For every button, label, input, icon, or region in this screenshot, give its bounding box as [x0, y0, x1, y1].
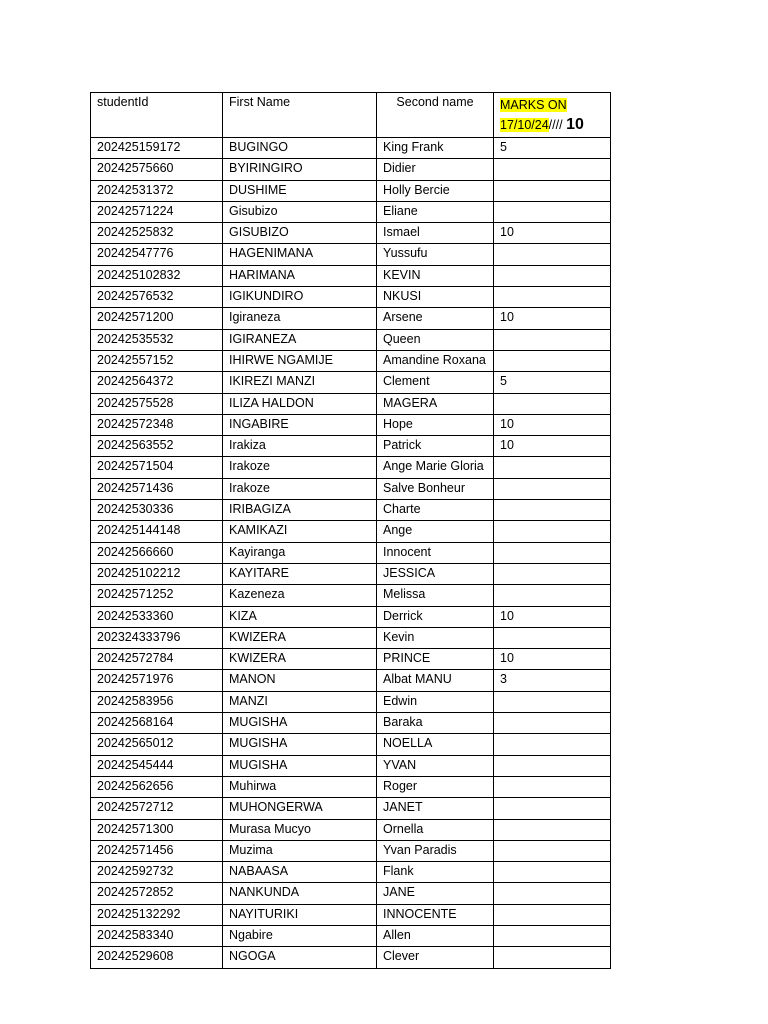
cell-student-id: 20242525832 [91, 223, 223, 244]
cell-student-id: 202425102832 [91, 265, 223, 286]
table-row [91, 755, 611, 776]
cell-first-name: Muzima [223, 840, 377, 861]
table-row [91, 414, 611, 435]
cell-mark [494, 883, 611, 904]
cell-second-name: JANET [377, 798, 494, 819]
student-marks-table [90, 92, 611, 969]
table-row [91, 393, 611, 414]
cell-mark [494, 563, 611, 584]
cell-first-name: IGIKUNDIRO [223, 287, 377, 308]
cell-student-id: 20242575528 [91, 393, 223, 414]
cell-second-name: Hope [377, 414, 494, 435]
table-row [91, 372, 611, 393]
cell-mark [494, 691, 611, 712]
cell-mark [494, 925, 611, 946]
cell-mark [494, 287, 611, 308]
cell-first-name: IHIRWE NGAMIJE [223, 350, 377, 371]
cell-first-name: ILIZA HALDON [223, 393, 377, 414]
cell-first-name: Kazeneza [223, 585, 377, 606]
cell-mark [494, 840, 611, 861]
cell-mark [494, 457, 611, 478]
table-row [91, 776, 611, 797]
cell-mark [494, 265, 611, 286]
table-row [91, 244, 611, 265]
cell-mark [494, 713, 611, 734]
cell-student-id: 20242531372 [91, 180, 223, 201]
cell-first-name: MANON [223, 670, 377, 691]
cell-second-name: Ange Marie Gloria [377, 457, 494, 478]
cell-student-id: 202425144148 [91, 521, 223, 542]
table-row [91, 947, 611, 968]
cell-mark [494, 585, 611, 606]
table-row [91, 862, 611, 883]
cell-second-name: Flank [377, 862, 494, 883]
table-body [91, 138, 611, 969]
cell-first-name: KWIZERA [223, 627, 377, 648]
table-row [91, 606, 611, 627]
cell-mark [494, 627, 611, 648]
table-row [91, 819, 611, 840]
cell-student-id: 20242565012 [91, 734, 223, 755]
cell-first-name: HAGENIMANA [223, 244, 377, 265]
header-student-id: studentId [91, 93, 223, 138]
table-row [91, 925, 611, 946]
table-row [91, 713, 611, 734]
header-second-name: Second name [377, 93, 494, 138]
cell-second-name: Eliane [377, 201, 494, 222]
table-row [91, 329, 611, 350]
cell-first-name: MUGISHA [223, 734, 377, 755]
cell-first-name: HARIMANA [223, 265, 377, 286]
cell-mark [494, 393, 611, 414]
cell-second-name: MAGERA [377, 393, 494, 414]
cell-mark [494, 521, 611, 542]
cell-first-name: IKIREZI MANZI [223, 372, 377, 393]
cell-mark [494, 734, 611, 755]
table-row [91, 563, 611, 584]
cell-mark: 3 [494, 670, 611, 691]
cell-first-name: BUGINGO [223, 138, 377, 159]
cell-mark [494, 776, 611, 797]
cell-mark [494, 819, 611, 840]
cell-student-id: 20242563552 [91, 436, 223, 457]
cell-second-name: Holly Bercie [377, 180, 494, 201]
header-row [91, 93, 611, 138]
table-row [91, 265, 611, 286]
cell-mark [494, 500, 611, 521]
cell-mark: 10 [494, 606, 611, 627]
cell-second-name: Patrick [377, 436, 494, 457]
cell-second-name: Salve Bonheur [377, 478, 494, 499]
cell-mark [494, 180, 611, 201]
cell-student-id: 20242572784 [91, 649, 223, 670]
cell-student-id: 20242583340 [91, 925, 223, 946]
cell-second-name: Baraka [377, 713, 494, 734]
cell-first-name: Kayiranga [223, 542, 377, 563]
cell-second-name: Charte [377, 500, 494, 521]
cell-first-name: KAMIKAZI [223, 521, 377, 542]
table-row [91, 798, 611, 819]
cell-student-id: 20242572852 [91, 883, 223, 904]
cell-first-name: DUSHIME [223, 180, 377, 201]
cell-second-name: PRINCE [377, 649, 494, 670]
cell-second-name: Derrick [377, 606, 494, 627]
cell-mark: 10 [494, 223, 611, 244]
table-row [91, 840, 611, 861]
cell-mark [494, 329, 611, 350]
cell-second-name: NOELLA [377, 734, 494, 755]
cell-first-name: KIZA [223, 606, 377, 627]
table-row [91, 585, 611, 606]
table-row [91, 734, 611, 755]
table-row [91, 138, 611, 159]
cell-mark [494, 244, 611, 265]
cell-first-name: Muhirwa [223, 776, 377, 797]
cell-second-name: Ange [377, 521, 494, 542]
table-row [91, 691, 611, 712]
cell-second-name: NKUSI [377, 287, 494, 308]
cell-second-name: Didier [377, 159, 494, 180]
cell-second-name: King Frank [377, 138, 494, 159]
cell-student-id: 20242564372 [91, 372, 223, 393]
table-row [91, 201, 611, 222]
cell-student-id: 20242568164 [91, 713, 223, 734]
cell-second-name: Amandine Roxana [377, 350, 494, 371]
table-row [91, 457, 611, 478]
cell-student-id: 20242576532 [91, 287, 223, 308]
cell-second-name: Clever [377, 947, 494, 968]
cell-second-name: Allen [377, 925, 494, 946]
table-row [91, 350, 611, 371]
table-row [91, 180, 611, 201]
cell-first-name: GISUBIZO [223, 223, 377, 244]
cell-second-name: Yvan Paradis [377, 840, 494, 861]
cell-mark: 10 [494, 308, 611, 329]
cell-student-id: 20242566660 [91, 542, 223, 563]
cell-second-name: Queen [377, 329, 494, 350]
table-row [91, 542, 611, 563]
table-row [91, 521, 611, 542]
cell-second-name: Kevin [377, 627, 494, 648]
cell-mark [494, 350, 611, 371]
cell-second-name: Melissa [377, 585, 494, 606]
cell-mark: 10 [494, 436, 611, 457]
cell-student-id: 20242571224 [91, 201, 223, 222]
table-header [91, 93, 611, 138]
cell-student-id: 202425159172 [91, 138, 223, 159]
cell-first-name: NABAASA [223, 862, 377, 883]
cell-mark [494, 798, 611, 819]
cell-second-name: Arsene [377, 308, 494, 329]
table-row [91, 478, 611, 499]
cell-first-name: Igiraneza [223, 308, 377, 329]
cell-student-id: 202425102212 [91, 563, 223, 584]
cell-student-id: 20242583956 [91, 691, 223, 712]
table-row [91, 308, 611, 329]
cell-second-name: Innocent [377, 542, 494, 563]
cell-student-id: 20242533360 [91, 606, 223, 627]
cell-mark [494, 478, 611, 499]
cell-mark: 10 [494, 414, 611, 435]
cell-student-id: 20242571456 [91, 840, 223, 861]
cell-first-name: MUGISHA [223, 713, 377, 734]
table-row [91, 649, 611, 670]
cell-student-id: 20242557152 [91, 350, 223, 371]
table-row [91, 436, 611, 457]
header-marks [494, 93, 611, 138]
cell-mark [494, 862, 611, 883]
cell-first-name: NANKUNDA [223, 883, 377, 904]
cell-first-name: IRIBAGIZA [223, 500, 377, 521]
cell-first-name: BYIRINGIRO [223, 159, 377, 180]
header-marks-slashes: //// [548, 118, 563, 132]
cell-student-id: 20242571200 [91, 308, 223, 329]
cell-student-id: 20242571976 [91, 670, 223, 691]
cell-student-id: 20242545444 [91, 755, 223, 776]
cell-second-name: Ornella [377, 819, 494, 840]
cell-mark [494, 159, 611, 180]
cell-student-id: 20242547776 [91, 244, 223, 265]
cell-student-id: 20242572712 [91, 798, 223, 819]
cell-student-id: 20242529608 [91, 947, 223, 968]
cell-mark [494, 201, 611, 222]
cell-first-name: NGOGA [223, 947, 377, 968]
cell-first-name: IGIRANEZA [223, 329, 377, 350]
cell-mark: 5 [494, 138, 611, 159]
cell-first-name: MUGISHA [223, 755, 377, 776]
table-row [91, 883, 611, 904]
header-first-name: First Name [223, 93, 377, 138]
cell-student-id: 20242571300 [91, 819, 223, 840]
cell-second-name: JESSICA [377, 563, 494, 584]
cell-second-name: JANE [377, 883, 494, 904]
cell-first-name: Irakoze [223, 478, 377, 499]
cell-second-name: Edwin [377, 691, 494, 712]
header-marks-total: 10 [566, 116, 584, 133]
cell-second-name: Clement [377, 372, 494, 393]
header-marks-label: MARKS ON [500, 98, 567, 112]
cell-student-id: 20242575660 [91, 159, 223, 180]
cell-student-id: 202425132292 [91, 904, 223, 925]
cell-mark [494, 904, 611, 925]
cell-mark [494, 947, 611, 968]
header-marks-date: 17/10/24 [500, 118, 549, 132]
cell-student-id: 20242572348 [91, 414, 223, 435]
cell-first-name: NAYITURIKI [223, 904, 377, 925]
cell-second-name: INNOCENTE [377, 904, 494, 925]
cell-first-name: INGABIRE [223, 414, 377, 435]
cell-student-id: 20242571252 [91, 585, 223, 606]
cell-student-id: 20242592732 [91, 862, 223, 883]
cell-student-id: 202324333796 [91, 627, 223, 648]
cell-first-name: KAYITARE [223, 563, 377, 584]
cell-first-name: Murasa Mucyo [223, 819, 377, 840]
cell-first-name: MANZI [223, 691, 377, 712]
table-row [91, 287, 611, 308]
cell-second-name: Ismael [377, 223, 494, 244]
cell-second-name: Albat MANU [377, 670, 494, 691]
cell-first-name: Irakiza [223, 436, 377, 457]
cell-mark [494, 542, 611, 563]
table-row [91, 904, 611, 925]
cell-second-name: Roger [377, 776, 494, 797]
cell-first-name: KWIZERA [223, 649, 377, 670]
cell-student-id: 20242571436 [91, 478, 223, 499]
table-row [91, 500, 611, 521]
cell-student-id: 20242535532 [91, 329, 223, 350]
cell-mark: 5 [494, 372, 611, 393]
table-row [91, 627, 611, 648]
cell-student-id: 20242562656 [91, 776, 223, 797]
cell-student-id: 20242530336 [91, 500, 223, 521]
cell-first-name: Gisubizo [223, 201, 377, 222]
table-row [91, 670, 611, 691]
cell-mark [494, 755, 611, 776]
cell-second-name: YVAN [377, 755, 494, 776]
cell-mark: 10 [494, 649, 611, 670]
cell-first-name: Irakoze [223, 457, 377, 478]
cell-second-name: Yussufu [377, 244, 494, 265]
cell-student-id: 20242571504 [91, 457, 223, 478]
table-row [91, 159, 611, 180]
cell-first-name: MUHONGERWA [223, 798, 377, 819]
cell-second-name: KEVIN [377, 265, 494, 286]
table-row [91, 223, 611, 244]
cell-first-name: Ngabire [223, 925, 377, 946]
